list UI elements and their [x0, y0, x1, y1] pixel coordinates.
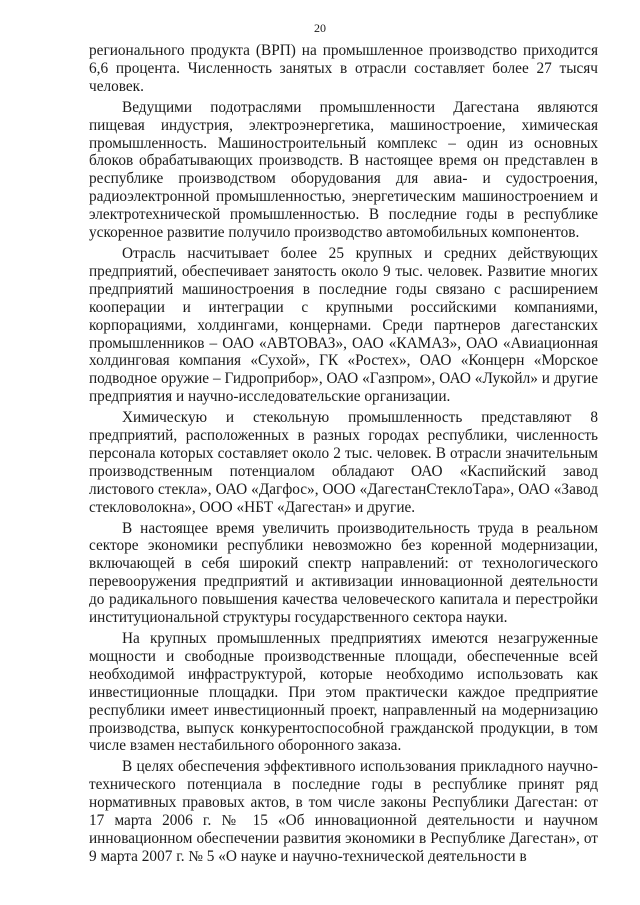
paragraph-investment-sites: На крупных промышленных предприятиях имеются незагруженные мощности и свободные производственные площади, обеспеченные всей необходимой инфраструктурой, которые необходимо использовать как инвестиционные площадки. При этом практически каждое предприятие республики имеет инвестиционный проект, направленный на модернизацию производства, выпуск конкурентоспособной гражданской продукции, в том числе взамен нестабильного оборонного заказа.: [89, 630, 598, 755]
paragraph-continuation: регионального продукта (ВРП) на промышленное производство приходится 6,6 процента. Численность занятых в отрасли составляет более 27 тысяч человек.: [89, 42, 598, 95]
page-number: 20: [314, 21, 326, 35]
paragraph-modernization: В настоящее время увеличить производительность труда в реальном секторе экономики республики невозможно без коренной модернизации, включающей в себя широкий спектр направлений: от технологического перевооружения предприятий и активизации инновационной деятельности до радикального повышения качества человеческого капитала и перестройки институциональной структуры государственного сектора науки.: [89, 519, 598, 627]
document-body: [89, 42, 598, 869]
paragraph-legal-acts: В целях обеспечения эффективного использования прикладного научно-технического потенциала в последние годы в республике принят ряд нормативных правовых актов, в том числе законы Республики Дагестан: от 17 марта 2006 г. № 15 «Об инновационной деятельности и научном инновационном обеспечении развития экономики в Республике Дагестан», от 9 марта 2007 г. № 5 «О науке и научно-технической деятельности в: [89, 758, 598, 865]
paragraph-chemical-glass-industry: Химическую и стекольную промышленность представляют 8 предприятий, расположенных в разных городах республики, численность персонала которых составляет около 2 тыс. человек. В отрасли значительным производственным потенциалом обладают ОАО «Каспийский завод листового стекла», ОАО «Дагфос», ООО «ДагестанСтеклоТара», ОАО «Завод стекловолокна», ООО «НБТ «Дагестан» и другие.: [89, 409, 598, 516]
paragraph-leading-subsectors: Ведущими подотраслями промышленности Дагестана являются пищевая индустрия, электроэнергетика, машиностроение, химическая промышленность. Машиностроительный комплекс – один из основных блоков обрабатывающих производств. В настоящее время он представлен в республике производством оборудования для авиа- и судостроения, радиоэлектронной промышленностью, энергетическим машиностроением и электротехнической промышленностью. В последние годы в республике ускоренное развитие получило производство автомобильных компонентов.: [89, 98, 598, 242]
paragraph-industry-enterprises: Отрасль насчитывает более 25 крупных и средних действующих предприятий, обеспечивает занятость около 9 тыс. человек. Развитие многих предприятий машиностроения в последние годы связано с расширением кооперации и интеграции с крупными российскими компаниями, корпорациями, холдингами, концернами. Среди партнеров дагестанских промышленников – ОАО «АВТОВАЗ», ОАО «КАМАЗ», ОАО «Авиационная холдинговая компания «Сухой», ГК «Ростех», ОАО «Концерн «Морское подводное оружие – Гидроприбор», ОАО «Газпром», ОАО «Лукойл» и другие предприятия и научно-исследовательские организации.: [89, 244, 598, 406]
